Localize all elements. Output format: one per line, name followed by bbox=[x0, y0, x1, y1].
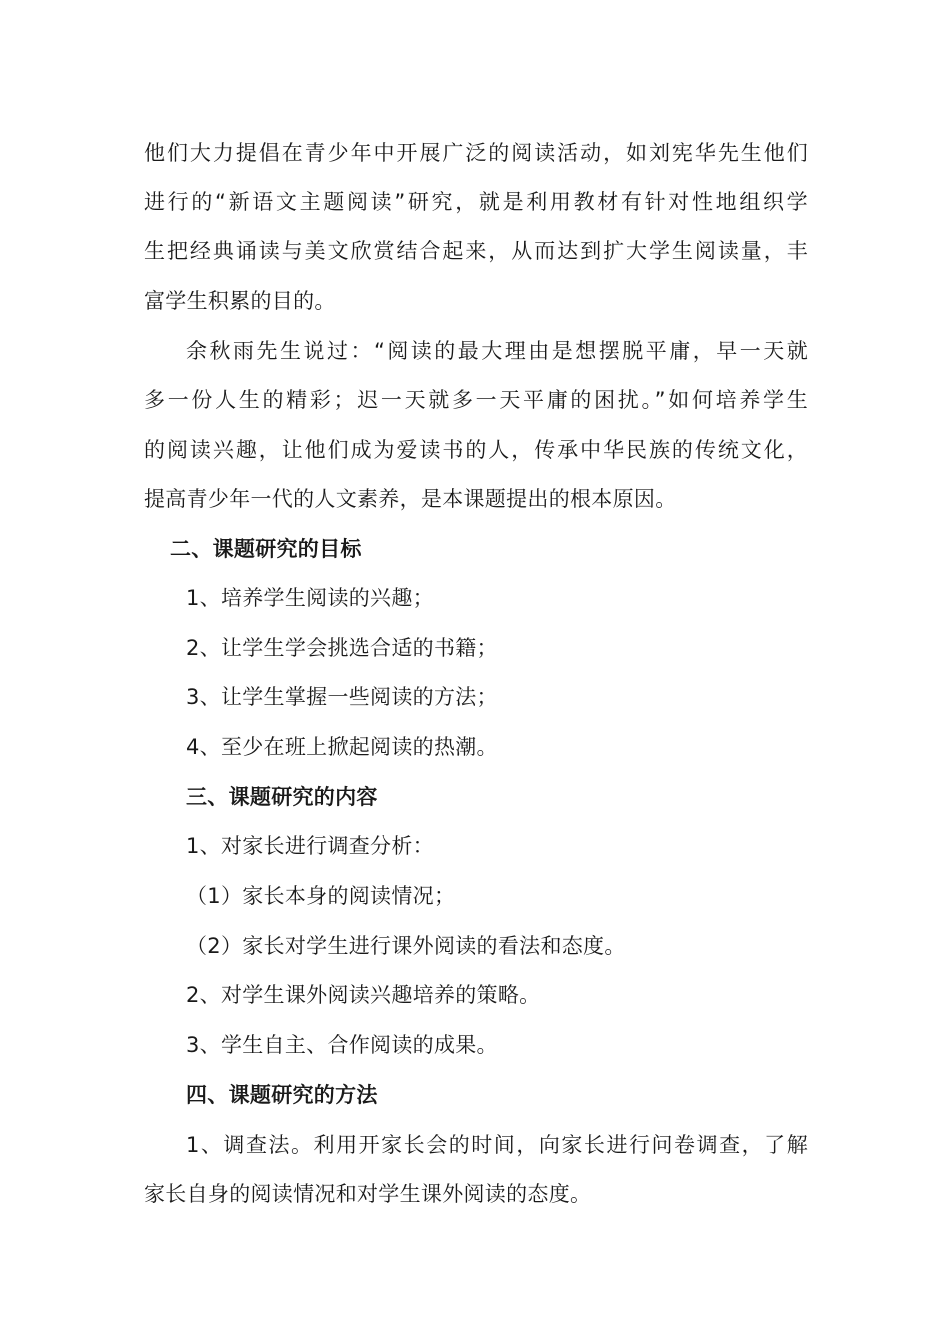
paragraph-2-line-1: 余秋雨先生说过：“阅读的最大理由是想摆脱平庸，早一天就 bbox=[186, 339, 808, 363]
paragraph-1-line-4: 富学生积累的目的。 bbox=[144, 289, 336, 313]
content-item-1: 1、对家长进行调查分析： bbox=[186, 834, 434, 858]
content-item-2: 2、对学生课外阅读兴趣培养的策略。 bbox=[186, 983, 541, 1007]
method-item-1-line-1: 1、调查法。利用开家长会的时间，向家长进行问卷调查，了解 bbox=[186, 1133, 808, 1157]
paragraph-2-line-4: 提高青少年一代的人文素养，是本课题提出的根本原因。 bbox=[144, 487, 677, 511]
paragraph-2-line-3: 的阅读兴趣，让他们成为爱读书的人，传承中华民族的传统文化， bbox=[144, 438, 808, 462]
paragraph-2-line-2: 多一份人生的精彩；迟一天就多一天平庸的困扰。”如何培养学生 bbox=[144, 388, 808, 412]
content-item-3: 3、学生自主、合作阅读的成果。 bbox=[186, 1033, 498, 1057]
section-heading-goals: 二、课题研究的目标 bbox=[170, 537, 362, 561]
paragraph-1-line-2: 进行的“新语文主题阅读”研究，就是利用教材有针对性地组织学 bbox=[144, 190, 808, 214]
goal-item-2: 2、让学生学会挑选合适的书籍； bbox=[186, 636, 498, 660]
paragraph-1-line-1: 他们大力提倡在青少年中开展广泛的阅读活动，如刘宪华先生他们 bbox=[144, 141, 808, 165]
goal-item-1: 1、培养学生阅读的兴趣； bbox=[186, 586, 434, 610]
paragraph-1-line-3: 生把经典诵读与美文欣赏结合起来，从而达到扩大学生阅读量，丰 bbox=[144, 239, 808, 263]
content-sub-item-1: （1）家长本身的阅读情况； bbox=[186, 884, 456, 908]
content-sub-item-2: （2）家长对学生进行课外阅读的看法和态度。 bbox=[186, 934, 626, 958]
section-heading-content: 三、课题研究的内容 bbox=[186, 785, 378, 809]
method-item-1-line-2: 家长自身的阅读情况和对学生课外阅读的态度。 bbox=[144, 1182, 592, 1206]
goal-item-4: 4、至少在班上掀起阅读的热潮。 bbox=[186, 735, 498, 759]
goal-item-3: 3、让学生掌握一些阅读的方法； bbox=[186, 685, 498, 709]
section-heading-methods: 四、课题研究的方法 bbox=[186, 1083, 378, 1107]
